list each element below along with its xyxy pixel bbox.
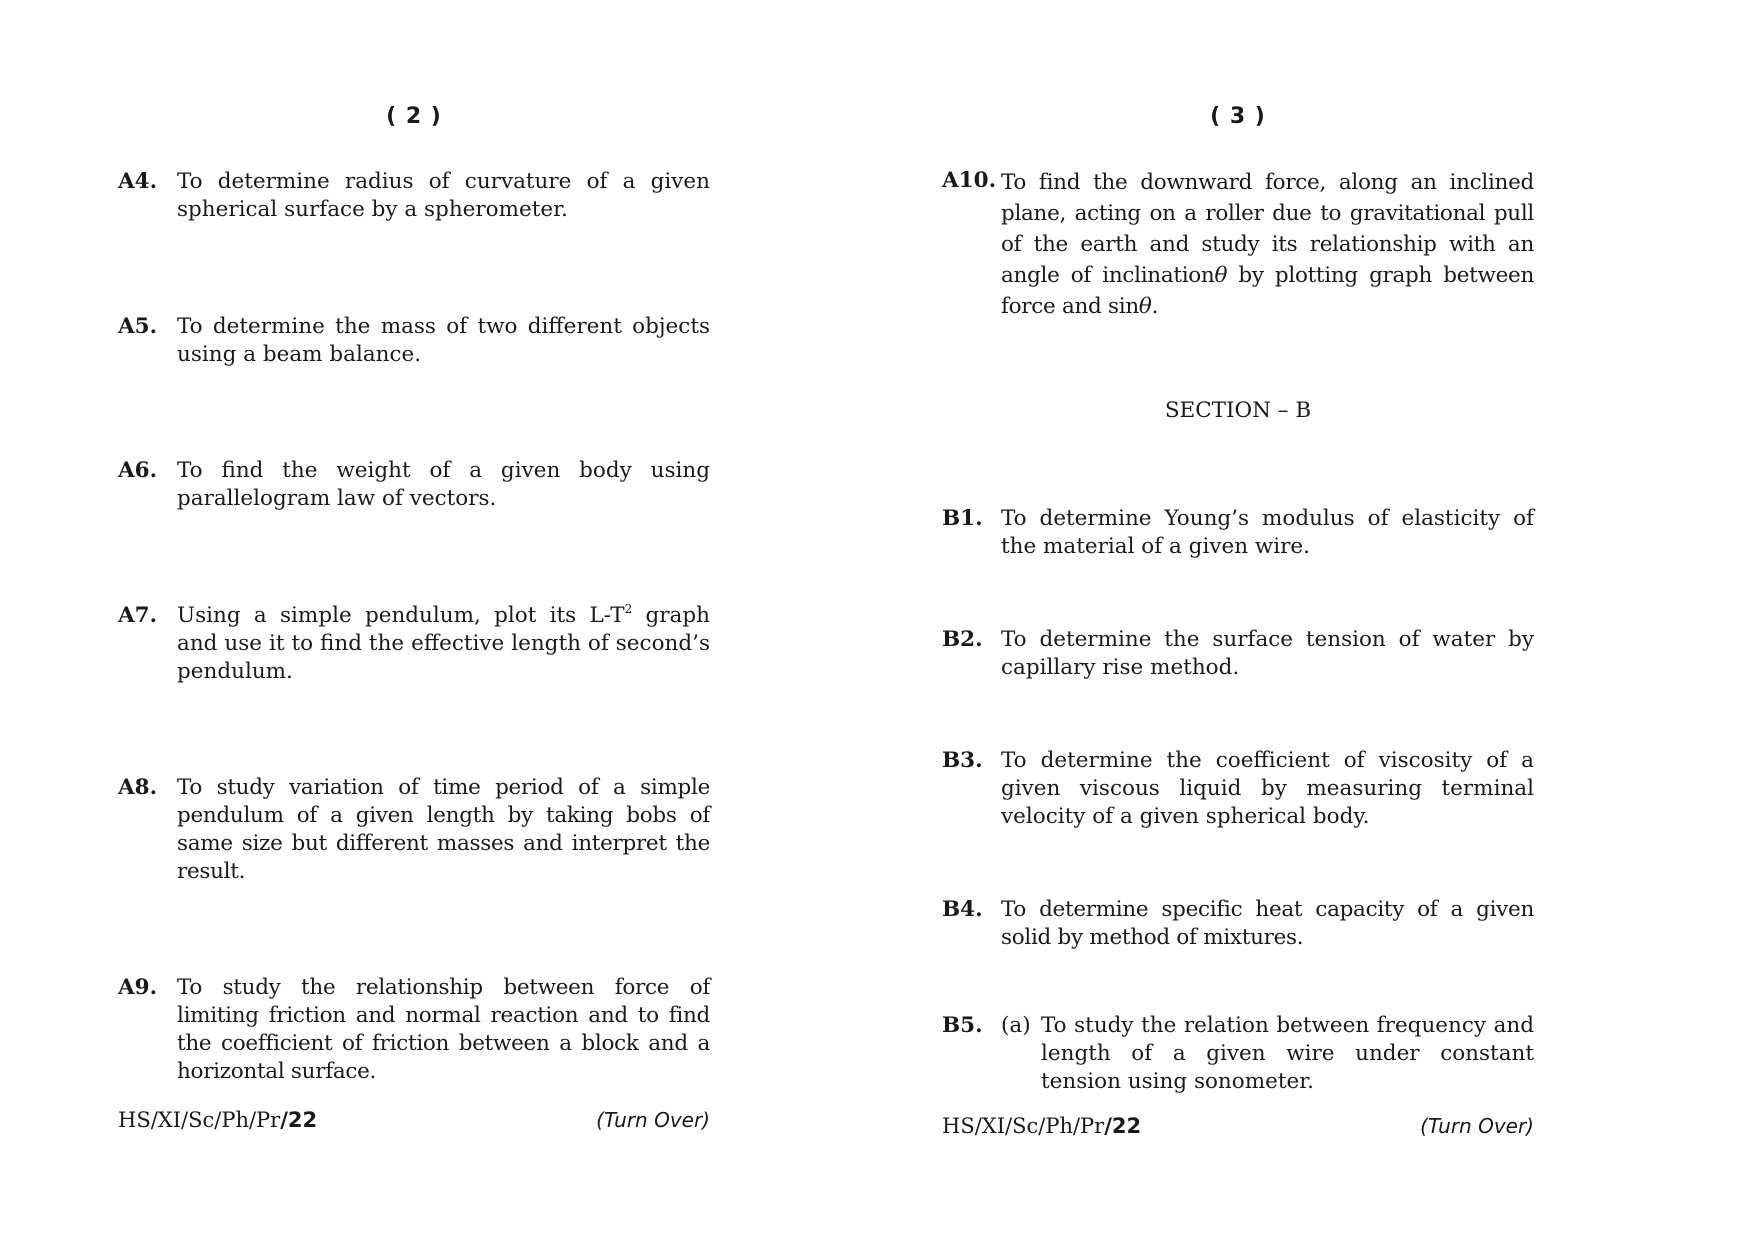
question-a9 xyxy=(118,974,710,1086)
paper-code-year: /22 xyxy=(1104,1114,1142,1138)
question-number: A7. xyxy=(118,603,158,628)
question-text: To determine Young’s modulus of elasticity of the material of a given wire. xyxy=(1001,506,1534,559)
right-page xyxy=(942,0,1534,1241)
paper-code-year: /22 xyxy=(280,1108,318,1132)
question-b3 xyxy=(942,747,1534,831)
question-text: To find the weight of a given body using parallelogram law of vectors. xyxy=(177,458,710,511)
question-text: To determine the coefficient of viscosity of a given viscous liquid by measuring terminal velocity of a given spherical body. xyxy=(1001,748,1534,829)
left-page xyxy=(118,0,710,1241)
question-text: To determine the mass of two different objects using a beam balance. xyxy=(177,314,710,367)
question-text: To determine the surface tension of water by capillary rise method. xyxy=(1001,627,1534,680)
question-text xyxy=(177,602,710,686)
question-text: To study variation of time period of a simple pendulum of a given length by taking bobs of same size but different masses and interpret the result. xyxy=(177,775,710,884)
question-text xyxy=(1001,1012,1534,1096)
question-text-end: graph and use it to find the effective length of second’s pendulum. xyxy=(177,603,710,684)
question-a6 xyxy=(118,457,710,513)
page-number: ( 3 ) xyxy=(1210,104,1266,129)
theta-symbol: θ xyxy=(1138,294,1152,319)
question-b1 xyxy=(942,505,1534,561)
question-number: A9. xyxy=(118,975,158,1000)
page-number: ( 2 ) xyxy=(386,104,442,129)
question-number: B5. xyxy=(942,1013,983,1038)
question-text: To determine radius of curvature of a given spherical surface by a spherometer. xyxy=(177,169,710,222)
question-number: A4. xyxy=(118,169,158,194)
question-a8 xyxy=(118,774,710,886)
paper-code xyxy=(118,1108,317,1132)
paper-code-prefix: HS/XI/Sc/Ph/Pr xyxy=(942,1114,1105,1138)
turn-over-note: (Turn Over) xyxy=(1420,1114,1534,1138)
question-a4 xyxy=(118,168,710,224)
sub-question-label: (a) xyxy=(1001,1013,1031,1038)
question-number: B4. xyxy=(942,897,983,922)
question-number: B1. xyxy=(942,506,983,531)
superscript-exponent: 2 xyxy=(624,602,633,616)
question-text: To study the relationship between force of limiting friction and normal reaction and to find the coefficient of friction between a block and a horizontal surface. xyxy=(177,975,710,1084)
question-b2 xyxy=(942,626,1534,682)
question-number: B2. xyxy=(942,627,983,652)
section-title: SECTION – B xyxy=(1164,398,1312,423)
turn-over-note: (Turn Over) xyxy=(596,1108,710,1132)
question-text: To determine specific heat capacity of a given solid by method of mixtures. xyxy=(1001,897,1534,950)
question-number: A5. xyxy=(118,314,158,339)
question-number: A6. xyxy=(118,458,158,483)
question-text xyxy=(1001,167,1534,322)
question-number: A8. xyxy=(118,775,158,800)
question-b5 xyxy=(942,1012,1534,1096)
question-number: B3. xyxy=(942,748,983,773)
question-a10 xyxy=(942,167,1534,322)
theta-symbol: θ xyxy=(1214,263,1228,288)
question-number: A10. xyxy=(942,168,997,193)
question-a7 xyxy=(118,602,710,686)
sub-question-text: To study the relation between frequency and length of a given wire under constant tension using sonometer. xyxy=(1041,1013,1534,1094)
question-a5 xyxy=(118,313,710,369)
question-text-start: To find the downward force, along an inclined plane, acting on a roller due to gravitational pull of the earth and study its relationship with an angle of inclination xyxy=(1001,170,1534,288)
question-text-middle: by plotting graph between force and sin xyxy=(1001,263,1534,319)
question-text-start: Using a simple pendulum, plot its L-T xyxy=(177,603,625,628)
question-text-end: . xyxy=(1151,294,1159,319)
paper-code xyxy=(942,1114,1141,1138)
paper-code-prefix: HS/XI/Sc/Ph/Pr xyxy=(118,1108,281,1132)
sub-question xyxy=(1001,1012,1534,1096)
question-b4 xyxy=(942,896,1534,952)
